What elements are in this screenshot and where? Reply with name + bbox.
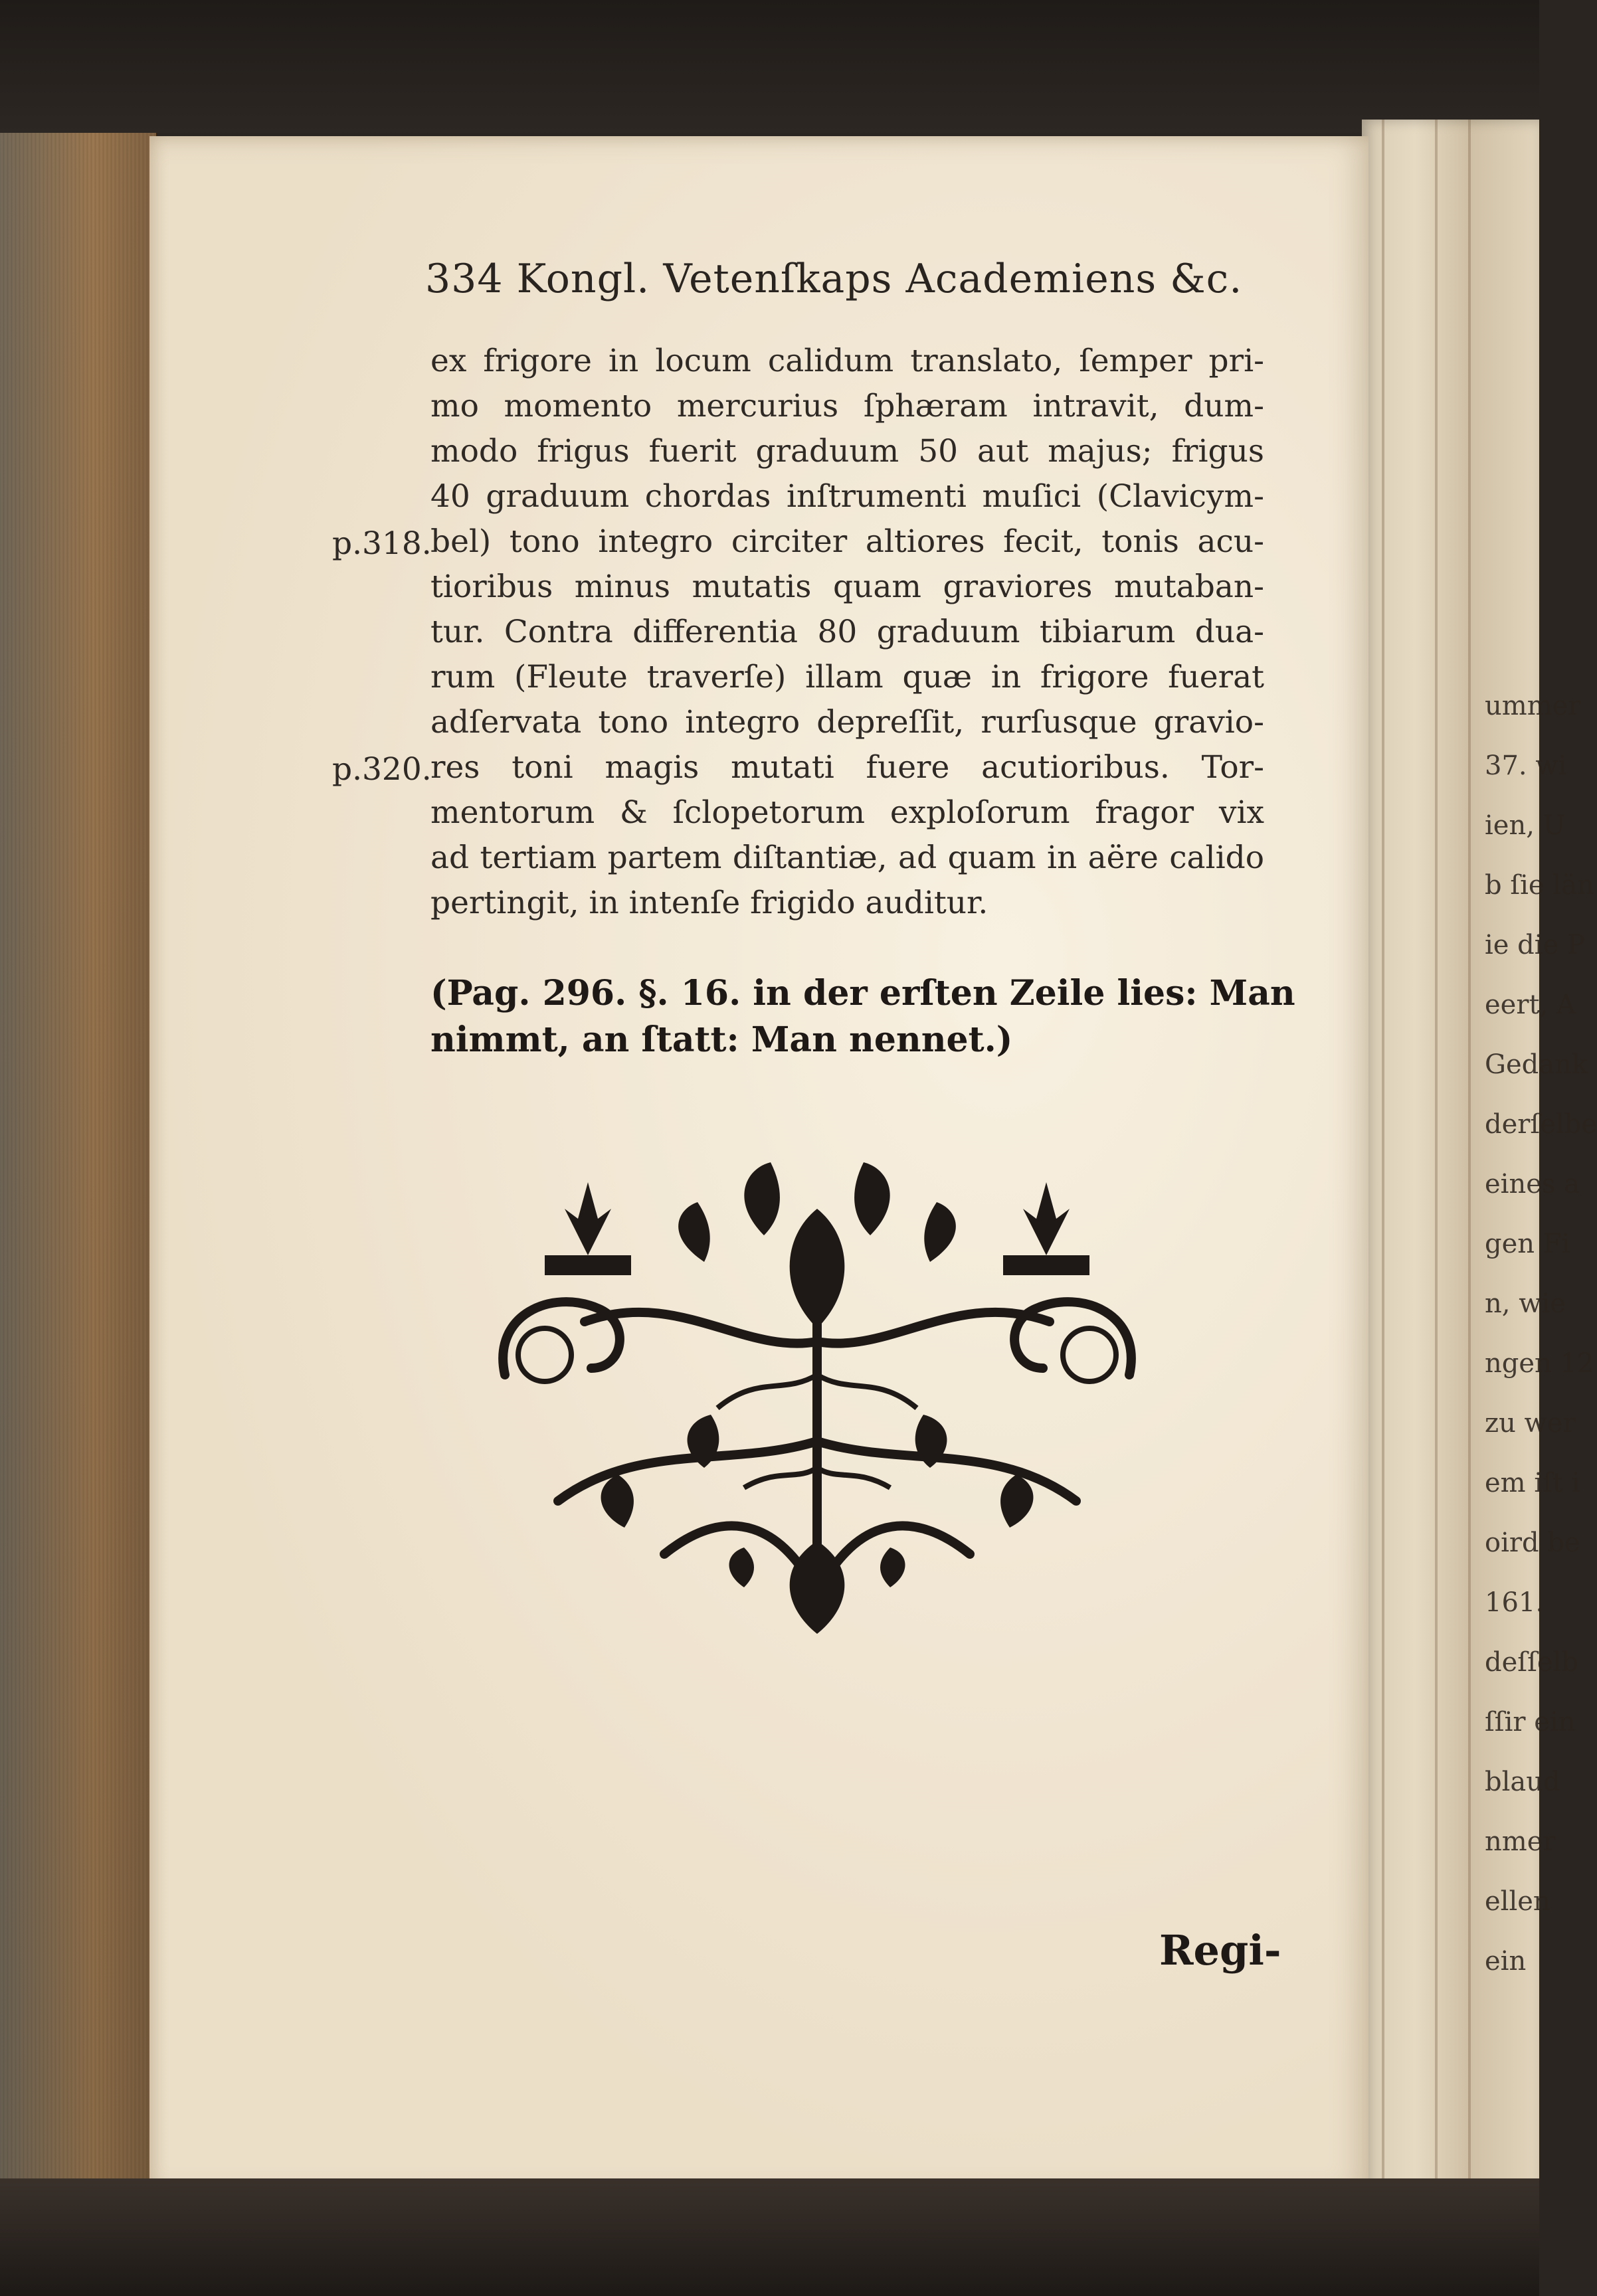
right-page-fragment: Gedank: [1485, 1049, 1588, 1080]
right-page-fragment: ien, U: [1485, 810, 1566, 841]
text-line: ad tertiam partem diſtantiæ, ad quam in aëre calido: [430, 839, 1264, 876]
text-line: modo frigus fuerit graduum 50 aut majus; frigus: [430, 433, 1264, 470]
right-page-fragment: 161.: [1485, 1587, 1545, 1618]
text-line: rum (Fleute traverſe) illam quæ in frigore fuerat: [430, 659, 1264, 695]
right-page-fragment: gen Fi: [1485, 1229, 1570, 1259]
dark-backdrop-bottom: [0, 2178, 1539, 2296]
floral-ornament-vignette: [465, 1156, 1169, 1654]
dark-backdrop-top: [0, 0, 1539, 133]
right-page-fragment: ſſir ein: [1485, 1707, 1576, 1737]
right-page-fragment: deſſelb: [1485, 1647, 1578, 1678]
text-line: res toni magis mutati fuere acutioribus. Tor-: [430, 749, 1264, 786]
right-page-fragment: ngen 12: [1485, 1348, 1594, 1379]
catchword: Regi-: [1159, 1926, 1281, 1975]
right-page-fragment: oird be: [1485, 1528, 1580, 1558]
margin-note-p320: p.320.: [332, 751, 432, 788]
right-page-stack: [1362, 120, 1597, 2212]
text-line: tur. Contra differentia 80 graduum tibiarum dua-: [430, 614, 1264, 650]
text-line: pertingit, in intenſe frigido auditur.: [430, 885, 988, 921]
right-page-fragment: 37. wi: [1485, 751, 1567, 781]
right-page-fragment: derſelbe: [1485, 1109, 1597, 1140]
correction-line: nimmt, an ſtatt: Man nennet.): [430, 1019, 1013, 1060]
margin-note-p318: p.318.: [332, 525, 432, 562]
text-line: 40 graduum chordas inſtrumenti muſici (Clavicym-: [430, 478, 1264, 515]
text-line: tioribus minus mutatis quam graviores mutaban-: [430, 569, 1264, 605]
right-page-fragment: em iſt i: [1485, 1468, 1580, 1498]
running-head: 334 Kongl. Vetenſkaps Academiens &c.: [425, 256, 1243, 302]
text-line: mentorum & ſclopetorum exploſorum fragor vix: [430, 794, 1264, 831]
right-page-fragment: b ſie län: [1485, 870, 1594, 901]
right-page-fragment: ellen: [1485, 1886, 1550, 1917]
right-page-fragment: blaud: [1485, 1767, 1560, 1797]
right-page-fragment: ie die P: [1485, 930, 1585, 960]
text-line: mo momento mercurius ſphæram intravit, dum-: [430, 388, 1264, 424]
correction-line: (Pag. 296. §. 16. in der erſten Zeile lies: Man: [430, 973, 1295, 1014]
text-line: adſervata tono integro depreſſit, rurſusque gravio-: [430, 704, 1264, 741]
right-page-fragment: n, wie: [1485, 1288, 1566, 1319]
right-page-fragment: eines a: [1485, 1169, 1580, 1199]
right-page-fragment: eert, A: [1485, 990, 1576, 1020]
right-page-fragment: ummer: [1485, 691, 1581, 721]
text-line: bel) tono integro circiter altiores fecit, tonis acu-: [430, 523, 1264, 560]
right-page-fragment: zu wer: [1485, 1408, 1576, 1439]
text-line: ex frigore in locum calidum translato, ſemper pri-: [430, 343, 1264, 379]
right-page-fragment: nmer: [1485, 1826, 1556, 1857]
right-page-fragment: ein: [1485, 1946, 1527, 1977]
